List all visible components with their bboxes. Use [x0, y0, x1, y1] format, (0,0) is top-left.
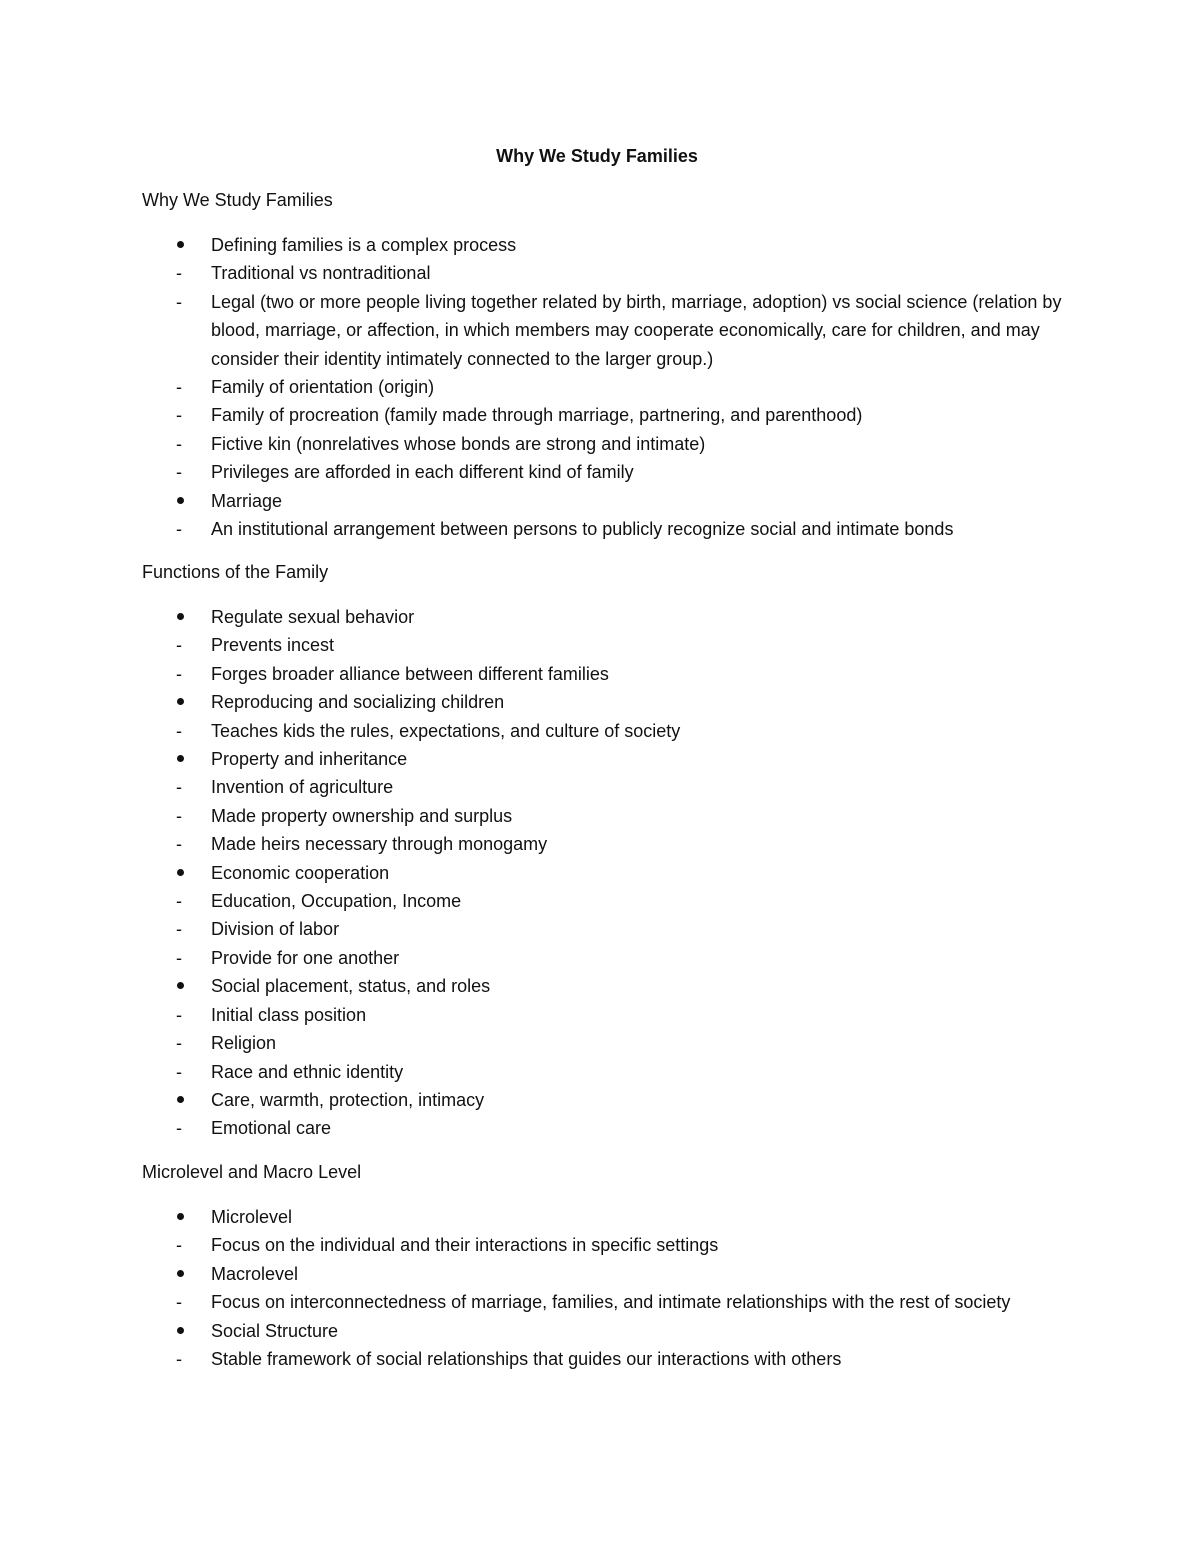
list-item-text: An institutional arrangement between persons to publicly recognize social and intimate bonds	[211, 519, 954, 540]
sub-list-item	[142, 515, 1062, 543]
list-item-text: Social placement, status, and roles	[211, 976, 491, 997]
sub-list-item	[142, 1058, 1062, 1086]
section-list	[142, 231, 1062, 543]
list-item-text: Reproducing and socializing children	[211, 692, 505, 713]
list-item-text: Education, Occupation, Income	[211, 891, 462, 912]
bullet-list-item	[142, 231, 1062, 259]
section-heading: Why We Study Families	[142, 190, 333, 210]
sub-list-item	[142, 1001, 1062, 1029]
list-item-text: Focus on interconnectedness of marriage, families, and intimate relationships with the rest of society	[211, 1292, 1011, 1313]
sub-list-item	[142, 259, 1062, 287]
sub-list-item	[142, 802, 1062, 830]
section-heading: Functions of the Family	[142, 562, 329, 582]
list-item-text: Provide for one another	[211, 947, 400, 968]
list-item-text: Division of labor	[211, 919, 340, 940]
bullet-list-item	[142, 972, 1062, 1000]
list-item-text: Privileges are afforded in each different kind of family	[211, 462, 634, 483]
list-item-text: Religion	[211, 1033, 277, 1054]
list-item-text: Macrolevel	[211, 1263, 299, 1284]
section-list	[142, 1203, 1062, 1373]
sub-list-item	[142, 660, 1062, 688]
list-item-text: Emotional care	[211, 1118, 332, 1139]
list-item-text: Stable framework of social relationships that guides our interactions with others	[211, 1349, 842, 1370]
list-item-text: Regulate sexual behavior	[211, 607, 415, 627]
sub-list-item	[142, 401, 1062, 429]
sub-list-item	[142, 458, 1062, 486]
list-item-text: Property and inheritance	[211, 749, 408, 770]
bullet-list-item	[142, 859, 1062, 887]
bullet-list-item	[142, 745, 1062, 773]
list-item-text: Traditional vs nontraditional	[211, 263, 431, 284]
sub-list-item	[142, 773, 1062, 801]
sub-list-item	[142, 1288, 1062, 1316]
list-item-text: Forges broader alliance between different families	[211, 663, 609, 684]
bullet-list-item	[142, 1086, 1062, 1114]
sub-list-item	[142, 944, 1062, 972]
sub-list-item	[142, 430, 1062, 458]
list-item-text: Marriage	[211, 490, 283, 511]
list-item-text: Focus on the individual and their interactions in specific settings	[211, 1235, 719, 1256]
list-item-text: Teaches kids the rules, expectations, and culture of society	[211, 720, 681, 741]
section-why-we-study-families	[142, 188, 1062, 543]
list-item-text: Care, warmth, protection, intimacy	[211, 1089, 485, 1110]
list-item-text: Race and ethnic identity	[211, 1061, 404, 1082]
section-heading: Microlevel and Macro Level	[142, 1162, 362, 1182]
sub-list-item	[142, 887, 1062, 915]
sub-list-item	[142, 373, 1062, 401]
section-functions-of-the-family	[142, 560, 1062, 1143]
bullet-list-item	[142, 1260, 1062, 1288]
sub-list-item	[142, 288, 1062, 373]
list-item-text: Legal (two or more people living together related by birth, marriage, adoption) vs social science (relation by blood, marriage, or affection, in which members may cooperate economically, care for children, and may consider their identity intimately connected to the larger group.)	[211, 291, 1062, 369]
list-item-text: Family of orientation (origin)	[211, 377, 435, 398]
list-item-text: Family of procreation (family made through marriage, partnering, and parenthood)	[211, 405, 863, 426]
sub-list-item	[142, 717, 1062, 745]
sub-list-item	[142, 915, 1062, 943]
bullet-list-item	[142, 487, 1062, 515]
list-item-text: Made property ownership and surplus	[211, 805, 513, 826]
sub-list-item	[142, 1029, 1062, 1057]
bullet-list-item	[142, 688, 1062, 716]
list-item-text: Social Structure	[211, 1320, 339, 1341]
bullet-list-item	[142, 1203, 1062, 1231]
list-item-text: Prevents incest	[211, 635, 335, 656]
sub-list-item	[142, 1114, 1062, 1142]
list-item-text: Initial class position	[211, 1004, 367, 1025]
list-item-text: Invention of agriculture	[211, 777, 394, 798]
sub-list-item	[142, 1231, 1062, 1259]
bullet-list-item	[142, 603, 1062, 631]
section-list	[142, 603, 1062, 1143]
list-item-text: Defining families is a complex process	[211, 235, 517, 255]
bullet-list-item	[142, 1317, 1062, 1345]
sub-list-item	[142, 631, 1062, 659]
sub-list-item	[142, 1345, 1062, 1373]
list-item-text: Economic cooperation	[211, 862, 390, 883]
section-microlevel-and-macro-level	[142, 1160, 1062, 1373]
list-item-text: Fictive kin (nonrelatives whose bonds are strong and intimate)	[211, 433, 706, 454]
list-item-text: Made heirs necessary through monogamy	[211, 834, 548, 855]
list-item-text: Microlevel	[211, 1207, 293, 1227]
document-title: Why We Study Families	[496, 146, 698, 166]
sub-list-item	[142, 830, 1062, 858]
